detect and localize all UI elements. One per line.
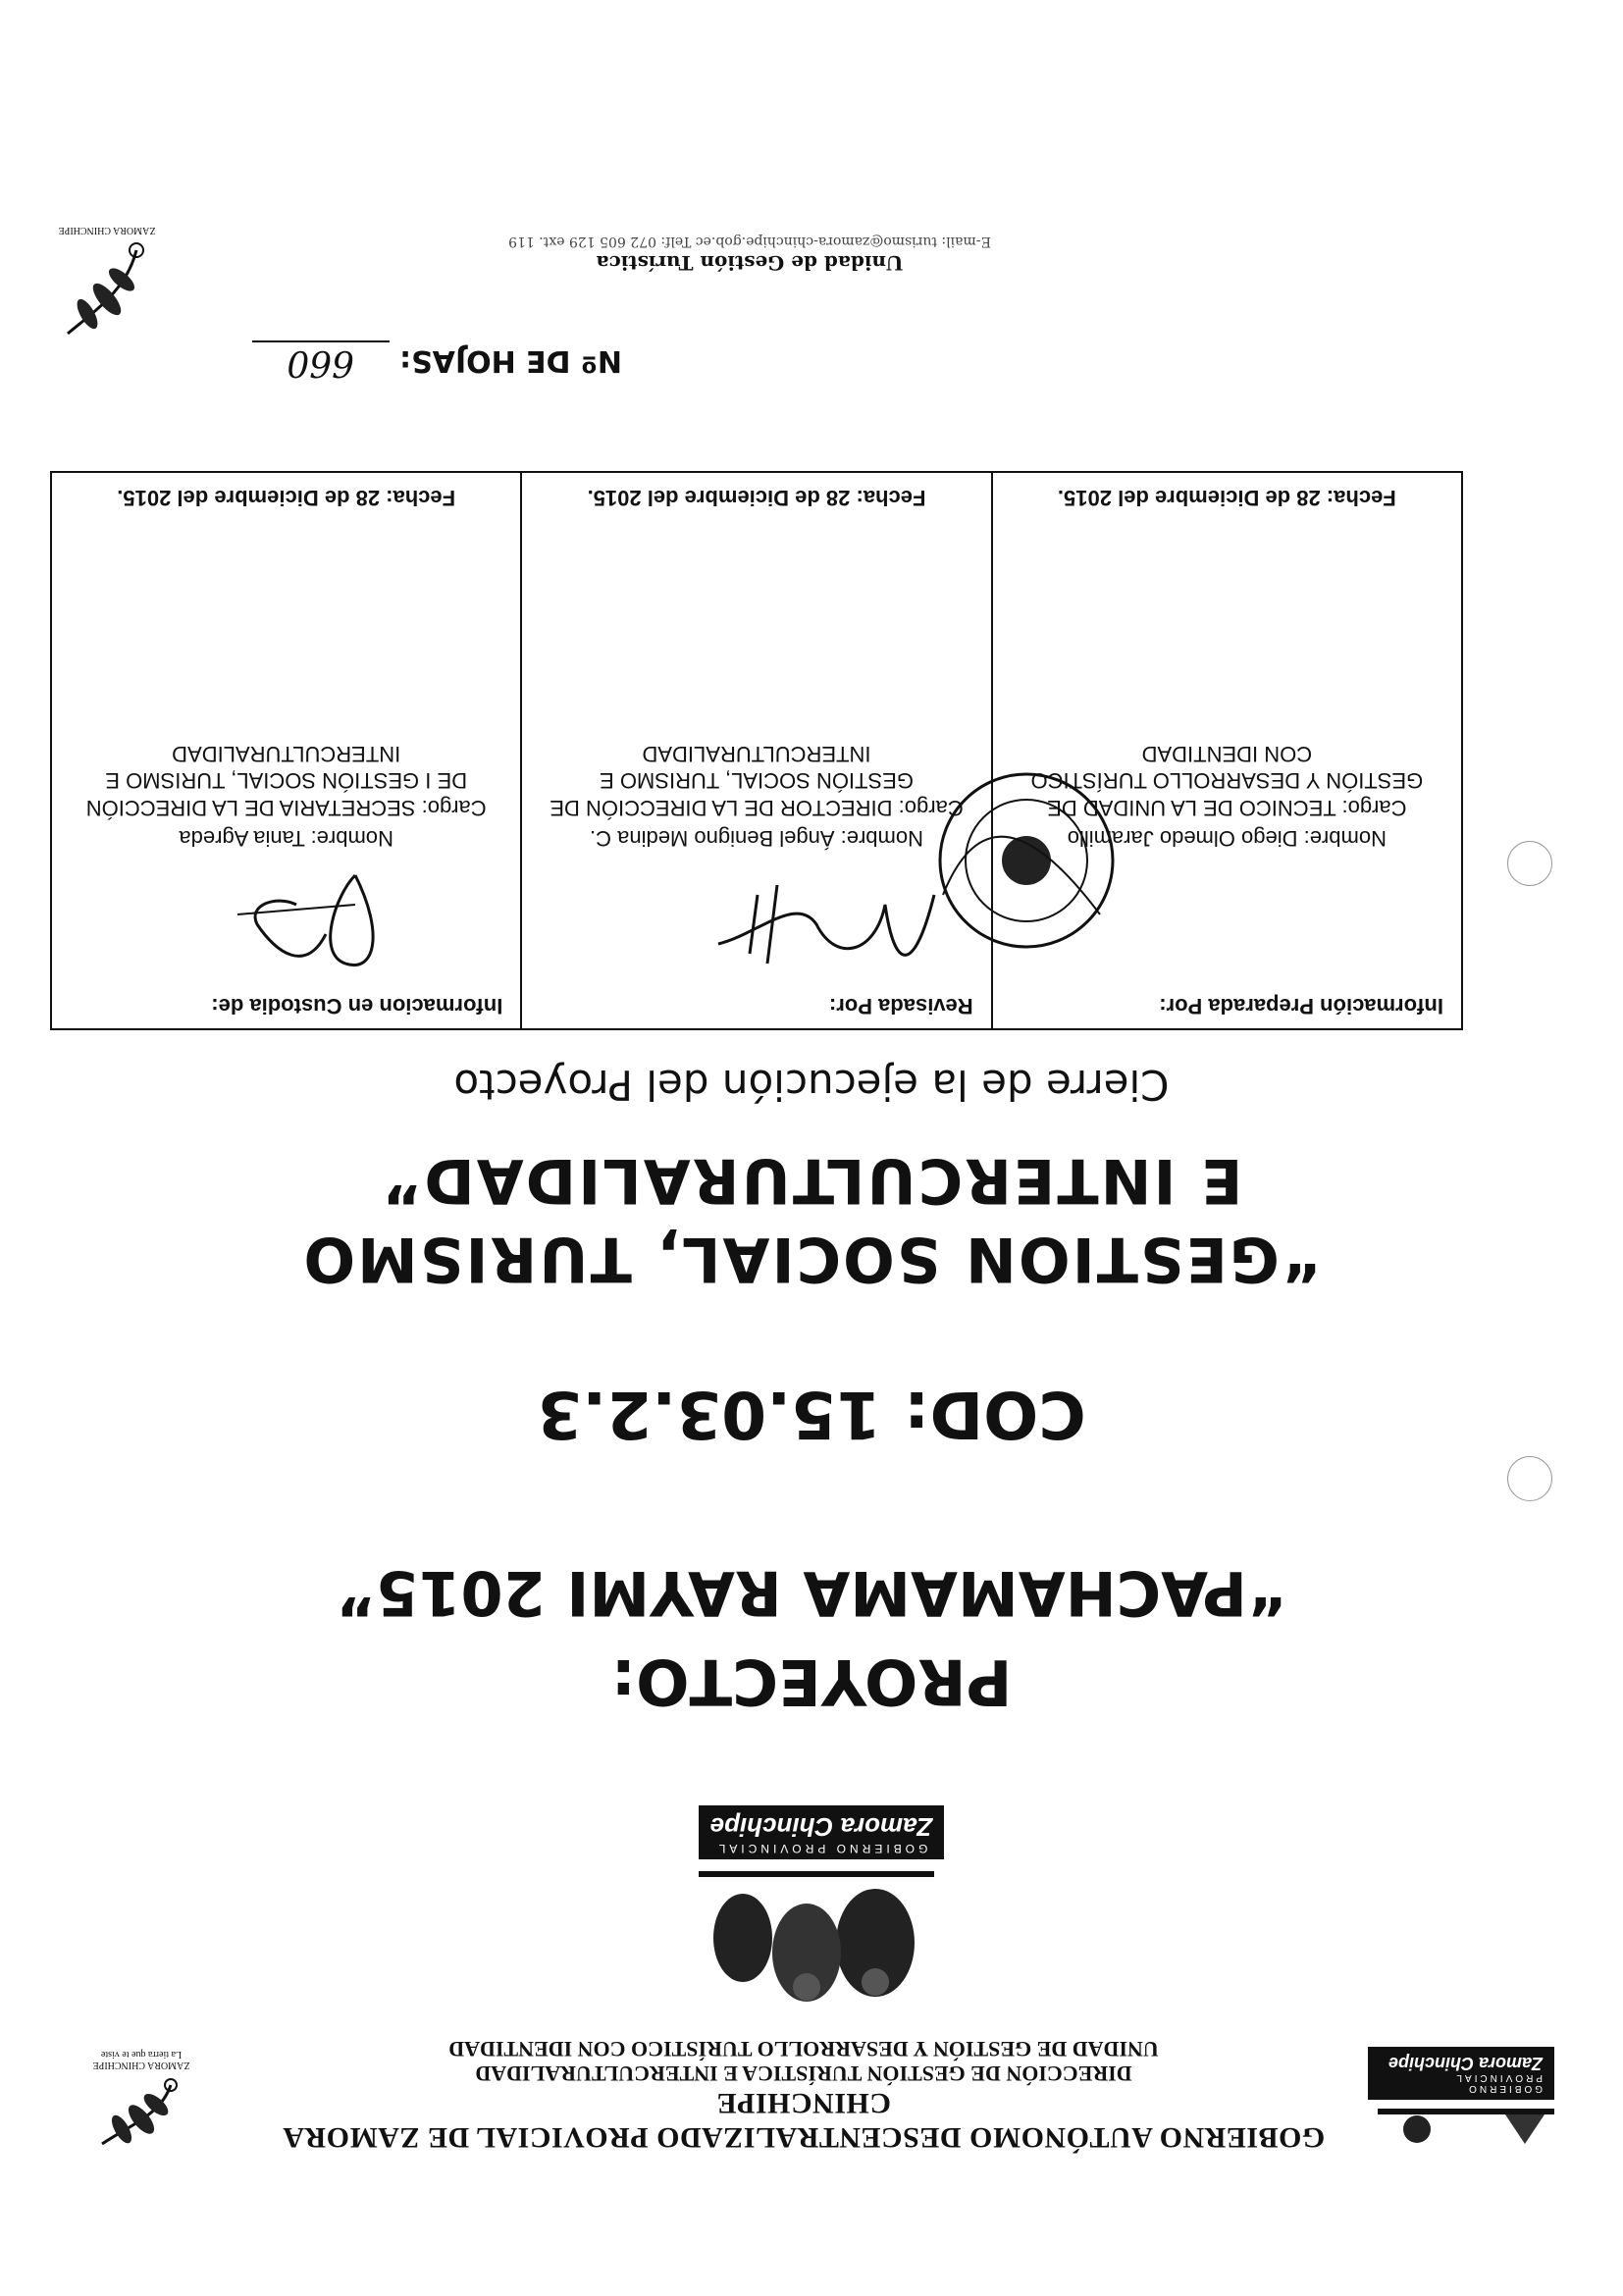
title-code: COD: 15.03.2.3	[537, 1377, 1086, 1452]
photo-logo-small: GOBIERNO PROVINCIAL	[714, 1842, 928, 1855]
cargo-label: Cargo:	[421, 796, 487, 820]
footer-flower-logo	[43, 172, 171, 348]
photo-logo	[669, 1805, 964, 2011]
brand-badge	[1368, 2047, 1554, 2100]
signature-area	[70, 851, 502, 993]
signer-name-row	[70, 825, 502, 851]
signer-cargo: DIRECTOR DE LA DIRECCIÓN DE GESTIÓN SOCIAL, TURISMO E INTERCULTURALIDAD	[550, 742, 914, 820]
signer-cargo-row	[540, 741, 972, 822]
name-label: Nombre:	[1303, 826, 1387, 851]
signatures-table	[50, 471, 1463, 1030]
photo-logo-brand	[699, 1805, 944, 1859]
signature-heading: Informacion en Custodia de:	[211, 994, 503, 1018]
signer-name: Ángel Benigno Medina C.	[590, 826, 835, 851]
flower-icon	[53, 240, 161, 348]
sheet-count-value: 660	[252, 340, 390, 383]
signature-column-reviewed	[522, 473, 992, 1028]
title-subject-line-2: E INTERCULTURALIDAD”	[380, 1145, 1243, 1217]
flower-icon	[82, 2075, 200, 2154]
photo-logo-name: Zamora Chinchipe	[709, 1812, 933, 1842]
name-label: Nombre:	[310, 826, 393, 851]
title-proyecto: PROYECTO:	[610, 1644, 1013, 1717]
signature-heading: Revisada Por:	[828, 994, 973, 1018]
letterhead	[63, 2036, 1564, 2154]
zamora-flower-logo	[63, 2046, 220, 2154]
brand-name: Zamora Chinchipe	[1387, 2054, 1543, 2073]
signature-date: Fecha: 28 de Diciembre del 2015.	[587, 486, 926, 510]
footer	[406, 234, 1093, 275]
title-project-name: “PACHAMAMA RAYMI 2015”	[336, 1557, 1287, 1629]
sheet-count-label: Nº DE HOJAS:	[399, 343, 622, 378]
signer-cargo-row	[70, 741, 502, 822]
letterhead-text	[249, 2036, 1358, 2154]
sheet-count	[252, 340, 622, 383]
signer-cargo: TECNICO DE LA UNIDAD DE GESTIÓN Y DESARROLLO TURÍSTICO CON IDENTIDAD	[1030, 742, 1424, 820]
logo-tagline: La tierra que te viste	[100, 2049, 183, 2060]
footer-contact: E-mail: turismo@zamora-chinchipe.gob.ec Telf: 072 605 129 ext. 119	[508, 234, 991, 249]
handwritten-signature-icon	[679, 856, 973, 993]
punch-hole-icon	[1507, 1456, 1552, 1501]
signature-area	[1011, 851, 1443, 993]
letterhead-line-1: GOBIERNO AUTÓNOMO DESCENTRALIZADO PROVICIAL DE ZAMORA CHINCHIPE	[282, 2087, 1326, 2154]
footer-unit: Unidad de Gestión Turística	[596, 251, 904, 275]
title-closure: Cierre de la ejecución del Proyecto	[453, 1061, 1170, 1109]
signer-name: Tania Agreda	[179, 826, 305, 851]
signature-area	[540, 851, 972, 993]
signature-heading: Información Preparada Por:	[1159, 994, 1443, 1018]
dancers-photo-icon	[689, 1864, 944, 2011]
letterhead-line-3: UNIDAD DE GESTIÓN Y DESARROLLO TURÍSTICO CON IDENTIDAD	[448, 2036, 1159, 2061]
signature-date: Fecha: 28 de Diciembre del 2015.	[117, 486, 456, 510]
letterhead-line-2: DIRECCIÓN DE GESTIÓN TURÍSTICA E INTERCULTURALIDAD	[475, 2061, 1132, 2086]
provincial-logo	[1368, 2056, 1564, 2154]
signature-date: Fecha: 28 de Diciembre del 2015.	[1057, 486, 1396, 510]
signature-column-prepared	[993, 473, 1461, 1028]
signer-cargo: SECRETARIA DE LA DIRECCIÓN DE I GESTIÓN SOCIAL, TURISMO E INTERCULTURALIDAD	[85, 742, 468, 820]
logo-caption: ZAMORA CHINCHIPE	[92, 2060, 190, 2070]
punch-hole-icon	[1507, 841, 1552, 886]
signer-name-row	[540, 825, 972, 851]
handwritten-signature-icon	[208, 856, 502, 993]
title-subject-line-1: “GESTION SOCIAL, TURISMO	[301, 1224, 1322, 1295]
cargo-label: Cargo:	[898, 796, 964, 820]
signature-column-custody	[52, 473, 522, 1028]
signer-name: Diego Olmedo Jaramillo	[1067, 826, 1298, 851]
cargo-label: Cargo:	[1341, 796, 1407, 820]
name-label: Nombre:	[840, 826, 923, 851]
brand-small-text: GOBIERNO PROVINCIAL	[1453, 2072, 1543, 2094]
footer-logo-caption: ZAMORA CHINCHIPE	[58, 225, 156, 235]
